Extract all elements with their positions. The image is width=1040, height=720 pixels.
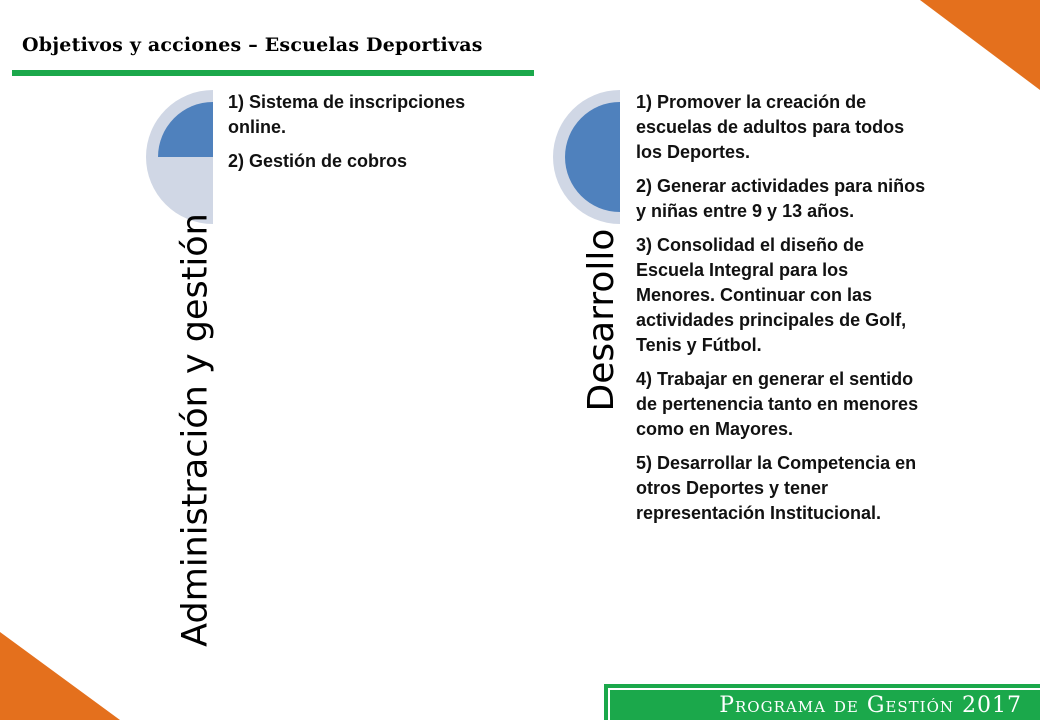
title-underline [12,70,534,76]
dev-objectives-list [636,90,926,535]
admin-objectives-list [228,90,528,183]
page-title: Objetivos y acciones – Escuelas Deportivas [22,34,483,56]
footer-title: Programa de Gestión 2017 [719,692,1022,718]
section-label-dev: Desarrollo [581,228,622,412]
list-item: 1) Sistema de inscripciones online. [228,92,466,137]
list-item: 3) Consolidad el diseño de Escuela Integral para los Menores. Continuar con las actividades principales de Golf, Tenis y Fútbol. [636,235,907,355]
section-label-admin: Administración y gestión [175,213,216,647]
orange-corner-bottom-left [0,632,120,720]
list-item: 5) Desarrollar la Competencia en otros Deportes y tener representación Institucional. [636,453,917,523]
list-item: 2) Generar actividades para niños y niñas entre 9 y 13 años. [636,176,926,221]
footer-banner [604,684,1040,720]
list-item: 1) Promover la creación de escuelas de adultos para todos los Deportes. [636,92,905,162]
dev-progress-pie [540,90,620,224]
admin-progress-pie [133,90,213,224]
orange-corner-top-right [920,0,1040,90]
list-item: 2) Gestión de cobros [228,151,408,171]
list-item: 4) Trabajar en generar el sentido de pertenencia tanto en menores como en Mayores. [636,369,919,439]
